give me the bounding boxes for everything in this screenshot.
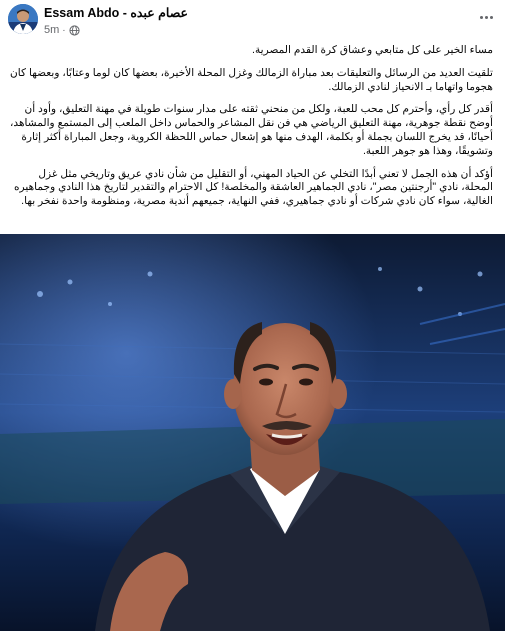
post-text [6, 44, 493, 218]
post-paragraph: أقدر كل رأي، وأحترم كل محب للعبة، ولكل من منحني ثقته على مدار سنوات طويلة في مهنة التعليق، وأود أن أوضح نقطة جوهرية، مهنة التعليق الرياضي هي فن نقل المشاعر والحماس داخل الملعب إلى المستمع والمشاهد، أحيانًا، قد يخرج اللسان بجملة أو بكلمة، الهدف منها هو إشعال حماس اللحظة الكروية، وجعل المباراة أكثر إثارة وتشويقًا، وهذا هو جوهر اللعبة. [9, 103, 493, 157]
post-header [0, 0, 505, 42]
globe-icon[interactable] [69, 25, 80, 36]
commentator-studio-photo [0, 234, 505, 631]
post-photo[interactable] [0, 234, 505, 631]
post-paragraph: تلقيت العديد من الرسائل والتعليقات بعد مباراة الزمالك وغزل المحلة الأخيرة، بعضها كان لوما وعتابًا، وبعضها كان هجوما واتهاما بـ الانحياز لنادي الزمالك. [9, 66, 493, 93]
avatar-photo [8, 4, 38, 34]
post-paragraph: مساء الخير على كل متابعي وعشاق كرة القدم المصرية. [252, 44, 493, 56]
more-options-icon[interactable] [475, 10, 497, 24]
meta-separator: · [62, 24, 66, 36]
author-avatar[interactable] [8, 4, 38, 34]
post-paragraph: أؤكد أن هذه الجمل لا تعني أبدًا التخلي عن الحياد المهني، أو التقليل من شأن نادي عريق وتاريخي مثل غزل المحلة، نادي "أرجنتين مصر"، نادي الجماهير العاشقة والمخلصة! كل الاحترام والتقدير لتاريخ هذا النادي وجماهيره الغالية، سواء كان نادي شركات أو نادي جماهيري، ففي النهاية، جميعهم أندية مصرية، ومنظومة واحدة نفخر بها. [14, 167, 493, 208]
author-name[interactable]: Essam Abdo - عصام عبده [44, 6, 189, 20]
post-meta [44, 24, 80, 36]
post-timestamp[interactable]: 5m [44, 24, 60, 36]
